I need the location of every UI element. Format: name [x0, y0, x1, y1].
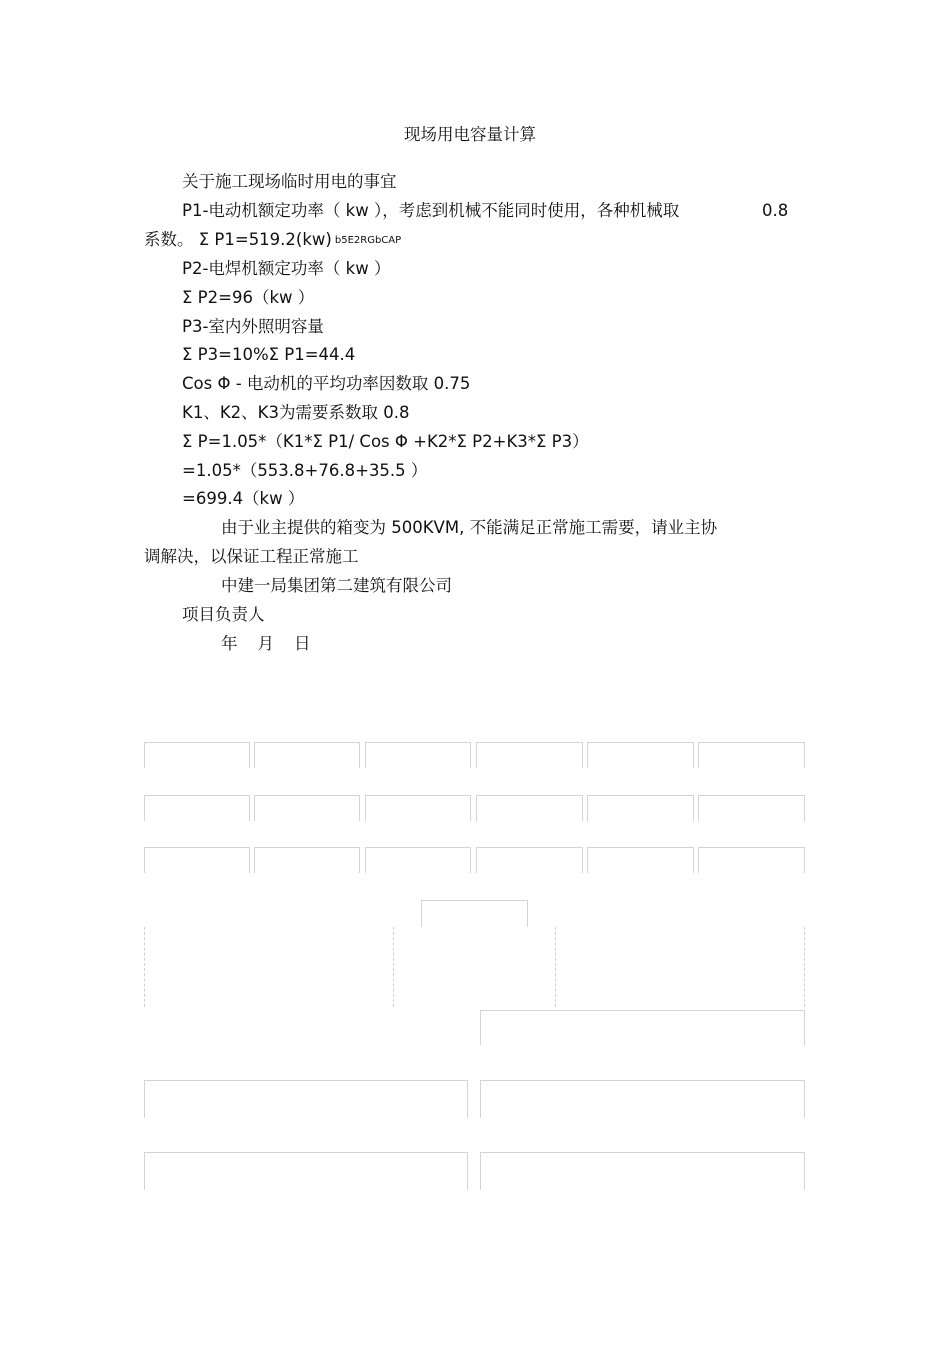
calculation-result: =699.4（kw ） — [182, 489, 305, 508]
form-cell — [254, 795, 360, 821]
form-cell — [476, 795, 583, 821]
form-cell — [698, 795, 805, 821]
form-cell — [480, 1010, 805, 1045]
form-cell — [144, 847, 250, 873]
form-cell — [144, 1152, 468, 1190]
total-formula: Σ P=1.05*（K1*Σ P1/ Cos Φ +K2*Σ P2+K3*Σ P3） — [182, 432, 589, 451]
form-column — [556, 927, 805, 1007]
month-label: 月 — [257, 634, 274, 653]
form-cell — [476, 742, 583, 768]
k-coefficients-line: K1、K2、K3为需要系数取 0.8 — [182, 403, 410, 422]
form-cell — [365, 742, 471, 768]
form-cell — [480, 1080, 805, 1118]
p2-sum: Σ P2=96（kw ） — [182, 288, 315, 307]
p1-definition: P1-电动机额定功率（ kw ），考虑到机械不能同时使用，各种机械取 — [182, 201, 680, 220]
form-cell — [480, 1152, 805, 1190]
subject-line: 关于施工现场临时用电的事宜 — [182, 172, 397, 191]
project-manager-label: 项目负责人 — [182, 605, 265, 624]
form-cell — [365, 847, 471, 873]
calculation-step: =1.05*（553.8+76.8+35.5 ） — [182, 461, 428, 480]
p1-coefficient: 0.8 — [762, 201, 789, 220]
form-cell — [254, 742, 360, 768]
form-cell — [144, 1080, 468, 1118]
p1-sum-line — [144, 230, 401, 251]
year-label: 年 — [221, 634, 238, 653]
form-cell — [421, 900, 528, 927]
form-cell — [587, 847, 694, 873]
form-cell — [587, 742, 694, 768]
note-line-2: 调解决，以保证工程正常施工 — [144, 547, 359, 566]
form-cell — [144, 742, 250, 768]
p3-definition: P3-室内外照明容量 — [182, 317, 324, 336]
form-cell — [698, 742, 805, 768]
form-cell — [476, 847, 583, 873]
form-cell — [254, 847, 360, 873]
cos-phi-line: Cos Φ - 电动机的平均功率因数取 0.75 — [182, 374, 471, 393]
company-name: 中建一局集团第二建筑有限公司 — [221, 576, 452, 595]
date-line — [221, 634, 311, 654]
p3-sum: Σ P3=10%Σ P1=44.4 — [182, 345, 356, 364]
form-column — [144, 927, 394, 1007]
p1-code: b5E2RGbCAP — [334, 235, 402, 246]
p1-sum: 系数。 Σ P1=519.2(kw) — [144, 230, 332, 249]
p2-definition: P2-电焊机额定功率（ kw ） — [182, 259, 391, 278]
form-cell — [698, 847, 805, 873]
note-line-1: 由于业主提供的箱变为 500KVM, 不能满足正常施工需要，请业主协 — [221, 518, 718, 537]
document-title: 现场用电容量计算 — [404, 125, 536, 144]
form-column — [394, 927, 556, 1007]
day-label: 日 — [294, 634, 311, 653]
form-cell — [587, 795, 694, 821]
form-cell — [144, 795, 250, 821]
form-cell — [365, 795, 471, 821]
